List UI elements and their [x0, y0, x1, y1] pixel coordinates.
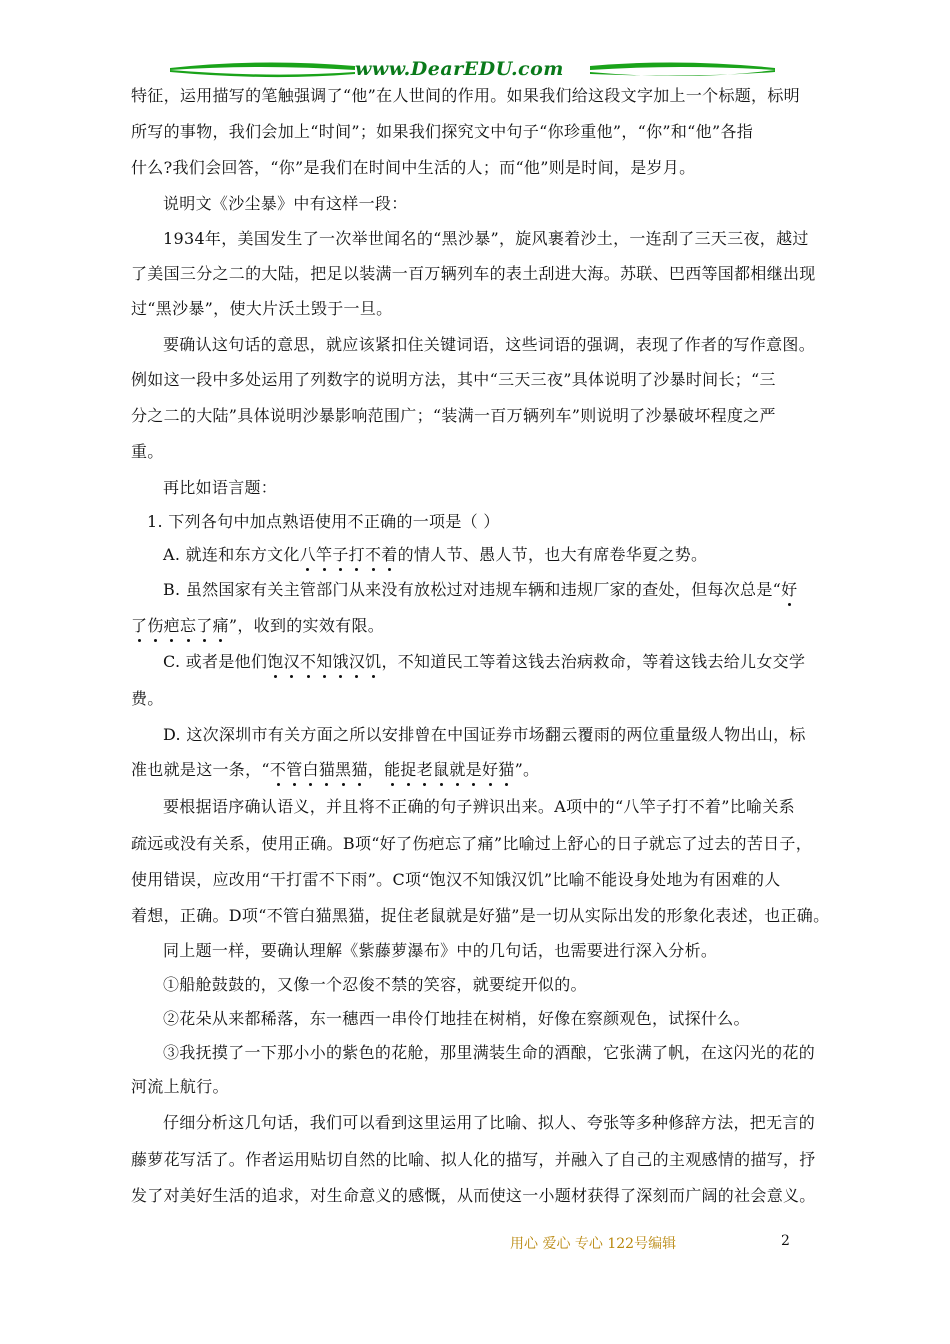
dotted-char: 饥	[365, 652, 382, 671]
dotted-char: 捉	[400, 760, 417, 779]
option-c	[163, 652, 805, 672]
dotted-char: 忘	[179, 616, 197, 635]
dotted-char: 子	[332, 545, 349, 564]
text-line: 使用错误，应改用“干打雷不下雨”。C项“饱汉不知饿汉饥”比喻不能设身处地为有困难的人	[131, 870, 781, 889]
dotted-char: 是	[465, 760, 482, 779]
quote-1: ①船舱鼓鼓的，又像一个忍俊不禁的笑容，就要绽开似的。	[163, 975, 587, 994]
site-logo-text: www.DearEDU.com	[355, 58, 564, 80]
text-line: 藤萝花写活了。作者运用贴切自然的比喻、拟人化的描写，并融入了自己的主观感情的描写，抒	[131, 1150, 816, 1169]
dotted-char: 打	[348, 545, 365, 564]
dotted-char: 就	[449, 760, 466, 779]
option-a-text: 的情人节、愚人节，也大有席卷华夏之势。	[397, 545, 708, 564]
dotted-char: 竿	[316, 545, 333, 564]
option-b-text: ”，收到的实效有限。	[228, 616, 385, 635]
dotted-idiom	[131, 616, 229, 635]
dotted-char: 猫	[318, 760, 336, 779]
option-d-text: ”。	[514, 760, 540, 779]
dotted-char: 白	[302, 760, 319, 779]
page-number: 2	[781, 1233, 790, 1249]
dotted-char: 汉	[348, 652, 366, 671]
question-stem: 1. 下列各句中加点熟语使用不正确的一项是（ ）	[147, 512, 500, 531]
dotted-char: 汉	[283, 652, 300, 671]
dotted-char: 八	[299, 545, 317, 564]
text-line: 疏远或没有关系，使用正确。B项“好了伤疤忘了痛”比喻过上舒心的日子就忘了过去的苦日子，	[131, 834, 813, 853]
dotted-idiom	[300, 545, 398, 564]
dotted-char: 黑	[335, 760, 352, 779]
dotted-char: 好	[481, 760, 499, 779]
dotted-char: 伤	[147, 616, 164, 635]
text-line: 重。	[131, 442, 164, 461]
dotted-char: 痛	[212, 616, 229, 635]
text-line: 了美国三分之二的大陆，把足以装满一百万辆列车的表土刮进大海。苏联、巴西等国都相继出现	[131, 264, 816, 283]
option-d-cont	[131, 760, 539, 780]
text-line: 例如这一段中多处运用了列数字的说明方法，其中“三天三夜”具体说明了沙暴时间长；“三	[131, 370, 776, 389]
dotted-char: 不	[269, 760, 287, 779]
dotted-idiom	[267, 652, 381, 671]
quote-3: ③我抚摸了一下那小小的紫色的花舱，那里满装生命的酒酿，它张满了帆，在这闪光的花的	[163, 1043, 816, 1062]
text-line: 要确认这句话的意思，就应该紧扣住关键词语，这些词语的强调，表现了作者的写作意图。	[163, 335, 816, 354]
dotted-char: ，	[367, 760, 385, 779]
option-c-cont: 费。	[131, 689, 164, 708]
dotted-idiom	[270, 760, 515, 779]
option-a-text: A. 就连和东方文化	[163, 545, 300, 564]
footer-editor-note: 用心 爱心 专心 122号编辑	[510, 1236, 677, 1252]
text-line: 发了对美好生活的追求，对生命意义的感慨，从而使这一小题材获得了深刻而广阔的社会意义。	[131, 1186, 816, 1205]
dotted-char: 管	[286, 760, 303, 779]
text-line: 过“黑沙暴”，使大片沃土毁于一旦。	[131, 299, 393, 318]
dotted-idiom	[781, 580, 797, 599]
dotted-char: 了	[131, 616, 148, 635]
dotted-char: 老	[416, 760, 434, 779]
text-line: 再比如语言题：	[163, 478, 278, 497]
dotted-char: 饿	[332, 652, 349, 671]
option-c-text: C. 或者是他们	[163, 652, 268, 671]
text-line: 同上题一样，要确认理解《紫藤萝瀑布》中的几句话，也需要进行深入分析。	[163, 941, 718, 960]
dotted-char: 能	[384, 760, 401, 779]
dotted-char: 了	[196, 616, 213, 635]
dotted-char: 不	[364, 545, 382, 564]
dotted-char: 着	[381, 545, 398, 564]
option-c-text: ，不知道民工等着这钱去治病救命，等着这钱去给儿女交学	[381, 652, 806, 671]
dotted-char: 好	[781, 580, 798, 599]
text-line: 着想，正确。D项“不管白猫黑猫，捉住老鼠就是好猫”是一切从实际出发的形象化表述，也正确。	[131, 906, 830, 925]
text-line: 什么?我们会回答，“你”是我们在时间中生活的人；而“他”则是时间，是岁月。	[131, 158, 696, 177]
dotted-char: 知	[316, 652, 333, 671]
text-line: 要根据语序确认语义，并且将不正确的句子辨识出来。A项中的“八竿子打不着”比喻关系	[163, 797, 795, 816]
text-line: 说明文《沙尘暴》中有这样一段：	[163, 194, 408, 213]
dotted-char: 猫	[351, 760, 368, 779]
option-a	[163, 545, 707, 565]
quote-2: ②花朵从来都稀落，东一穗西一串伶仃地挂在树梢，好像在察颜观色，试探什么。	[163, 1009, 750, 1028]
text-line: 特征，运用描写的笔触强调了“他”在人世间的作用。如果我们给这段文字加上一个标题，标明	[131, 86, 800, 105]
dotted-char: 疤	[163, 616, 180, 635]
option-d: D. 这次深圳市有关方面之所以安排曾在中国证券市场翻云覆雨的两位重量级人物出山，标	[163, 725, 806, 744]
text-line: 分之二的大陆”具体说明沙暴影响范围广；“装满一百万辆列车”则说明了沙暴破坏程度之严	[131, 406, 776, 425]
dotted-char: 饱	[267, 652, 284, 671]
option-d-text: 准也就是这一条，“	[131, 760, 270, 779]
option-b-text: B. 虽然国家有关主管部门从来没有放松过对违规车辆和违规厂家的查处，但每次总是“	[163, 580, 782, 599]
dotted-char: 不	[299, 652, 317, 671]
text-line: 仔细分析这几句话，我们可以看到这里运用了比喻、拟人、夸张等多种修辞方法，把无言的	[163, 1113, 816, 1132]
quote-3-cont: 河流上航行。	[131, 1077, 229, 1096]
dotted-char: 猫	[498, 760, 515, 779]
option-b-cont	[131, 616, 384, 636]
text-line: 1934年，美国发生了一次举世闻名的“黑沙暴”，旋风裹着沙土，一连刮了三天三夜，越过	[163, 229, 809, 248]
text-line: 所写的事物，我们会加上“时间”；如果我们探究文中句子“你珍重他”，“你”和“他”各指	[131, 122, 754, 141]
dotted-char: 鼠	[433, 760, 450, 779]
option-b	[163, 580, 797, 600]
